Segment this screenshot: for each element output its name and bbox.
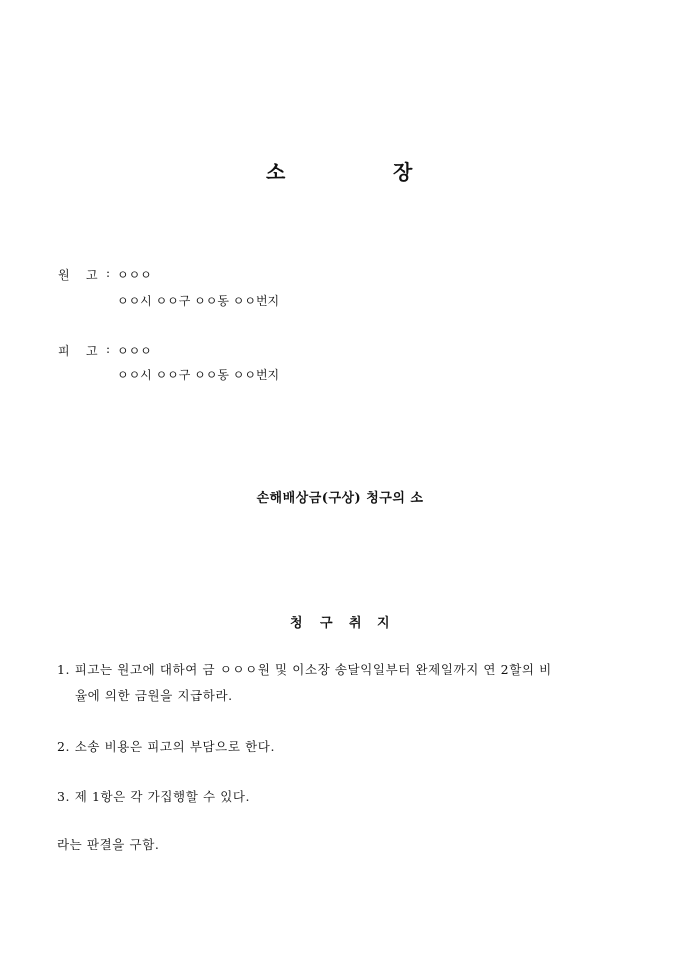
title-char-2: 장 xyxy=(393,160,413,184)
claim-heading-char-1: 청 xyxy=(290,616,303,631)
plaintiff-label-char-1: 원 xyxy=(58,268,70,282)
claim-3: 3. 제 1항은 각 가집행할 수 있다. xyxy=(57,789,251,804)
plaintiff-label-char-2: 고 xyxy=(86,268,98,282)
defendant-name: ㅇㅇㅇ xyxy=(117,344,152,358)
plaintiff-name: ㅇㅇㅇ xyxy=(117,268,152,282)
plaintiff-colon: : xyxy=(106,266,111,280)
claim-2: 2. 소송 비용은 피고의 부담으로 한다. xyxy=(57,739,276,754)
defendant-label-char-2: 고 xyxy=(86,344,98,358)
case-subject: 손해배상금(구상) 청구의 소 xyxy=(256,491,424,506)
defendant-label-char-1: 피 xyxy=(58,344,70,358)
claim-1-line-1: 1. 피고는 원고에 대하여 금 ㅇㅇㅇ원 및 이소장 송달익일부터 완제일까지 연 2할의 비 xyxy=(57,662,552,677)
defendant-address: ㅇㅇ시 ㅇㅇ구 ㅇㅇ동 ㅇㅇ번지 xyxy=(117,368,280,382)
title-char-1: 소 xyxy=(266,160,286,184)
claim-heading-char-3: 취 xyxy=(349,616,362,631)
claim-1-line-2: 율에 의한 금원을 지급하라. xyxy=(75,688,233,703)
claim-heading-char-2: 구 xyxy=(320,616,333,631)
plaintiff-address: ㅇㅇ시 ㅇㅇ구 ㅇㅇ동 ㅇㅇ번지 xyxy=(117,294,280,308)
defendant-colon: : xyxy=(106,342,111,356)
claim-heading-char-4: 지 xyxy=(377,616,390,631)
closing-statement: 라는 판결을 구함. xyxy=(57,837,160,852)
